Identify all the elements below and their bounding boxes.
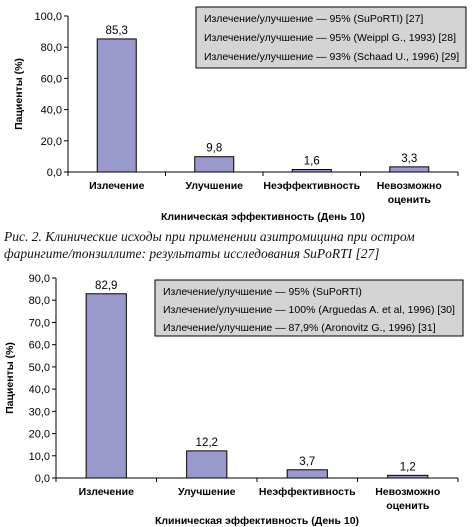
x-tick-label: Улучшение bbox=[185, 180, 244, 192]
y-tick-label: 80,0 bbox=[40, 42, 62, 55]
legend-entry: Излечение/улучшение — 87,9% (Aronovitz G., 1996) [31] bbox=[163, 322, 436, 334]
y-tick-label: 80,0 bbox=[28, 295, 50, 308]
x-axis-title: Клиническая эффективность (День 10) bbox=[154, 515, 360, 527]
x-tick-label: Невозможно bbox=[376, 180, 442, 192]
legend-entry: Излечение/улучшение — 95% (Weippl G., 1993) [28] bbox=[204, 32, 457, 44]
bar bbox=[292, 170, 331, 172]
bar-value-label: 85,3 bbox=[105, 24, 128, 37]
bar-value-label: 1,2 bbox=[399, 461, 416, 474]
y-tick-label: 70,0 bbox=[28, 317, 50, 330]
y-tick-label: 50,0 bbox=[28, 361, 50, 374]
bar-value-label: 3,7 bbox=[299, 455, 316, 468]
x-tick-label: Улучшение bbox=[177, 486, 236, 498]
legend-entry: Излечение/улучшение — 100% (Arguedas A. et al, 1996) [30] bbox=[163, 304, 455, 316]
y-axis-title: Пациенты (%) bbox=[13, 58, 25, 130]
bar bbox=[390, 167, 429, 172]
bar bbox=[195, 157, 234, 172]
bar bbox=[97, 39, 136, 172]
y-tick-label: 0,0 bbox=[46, 167, 62, 179]
y-tick-label: 90,0 bbox=[28, 273, 50, 285]
y-tick-label: 30,0 bbox=[28, 406, 50, 419]
x-tick-label: Излечение bbox=[89, 180, 145, 192]
chart-2 bbox=[0, 270, 474, 527]
x-tick-label: Невозможно bbox=[375, 486, 441, 498]
figure-caption: Рис. 2. Клинические исходы при применении азитромицина при остром фарингите/тонзиллите: результаты исследования SuPoRTI [27] bbox=[4, 229, 415, 261]
bar-value-label: 12,2 bbox=[195, 436, 218, 449]
legend-entry: Излечение/улучшение — 93% (Schaad U., 1996) [29] bbox=[204, 51, 460, 63]
bar-value-label: 1,6 bbox=[303, 155, 320, 168]
bar bbox=[86, 294, 126, 478]
y-tick-label: 40,0 bbox=[28, 384, 50, 397]
y-tick-label: 10,0 bbox=[28, 450, 50, 463]
x-tick-label: Излечение bbox=[78, 486, 134, 498]
bar bbox=[388, 475, 428, 478]
x-tick-label: оценить bbox=[387, 194, 431, 206]
bar-value-label: 3,3 bbox=[401, 152, 418, 165]
y-axis-title: Пациенты (%) bbox=[4, 342, 16, 414]
x-tick-label: Неэффективность bbox=[258, 486, 356, 498]
bar-value-label: 9,8 bbox=[206, 142, 223, 155]
y-tick-label: 60,0 bbox=[28, 339, 50, 352]
legend-entry: Излечение/улучшение — 95% (SuPoRTI) [27] bbox=[204, 13, 424, 25]
legend-entry: Излечение/улучшение — 95% (SuPoRTI) bbox=[163, 286, 362, 298]
y-tick-label: 20,0 bbox=[28, 428, 50, 441]
legend bbox=[196, 7, 466, 68]
bar bbox=[187, 451, 227, 478]
chart-1 bbox=[0, 0, 474, 226]
legend bbox=[155, 280, 463, 336]
y-tick-label: 100,0 bbox=[34, 11, 62, 23]
bar-value-label: 82,9 bbox=[95, 279, 118, 292]
x-tick-label: оценить bbox=[386, 500, 430, 512]
bar bbox=[287, 470, 327, 478]
y-tick-label: 20,0 bbox=[40, 135, 62, 148]
y-tick-label: 40,0 bbox=[40, 104, 62, 117]
x-axis-title: Клиническая эффективность (День 10) bbox=[160, 211, 366, 223]
x-tick-label: Неэффективность bbox=[263, 180, 361, 192]
y-tick-label: 0,0 bbox=[34, 473, 50, 485]
y-tick-label: 60,0 bbox=[40, 73, 62, 86]
